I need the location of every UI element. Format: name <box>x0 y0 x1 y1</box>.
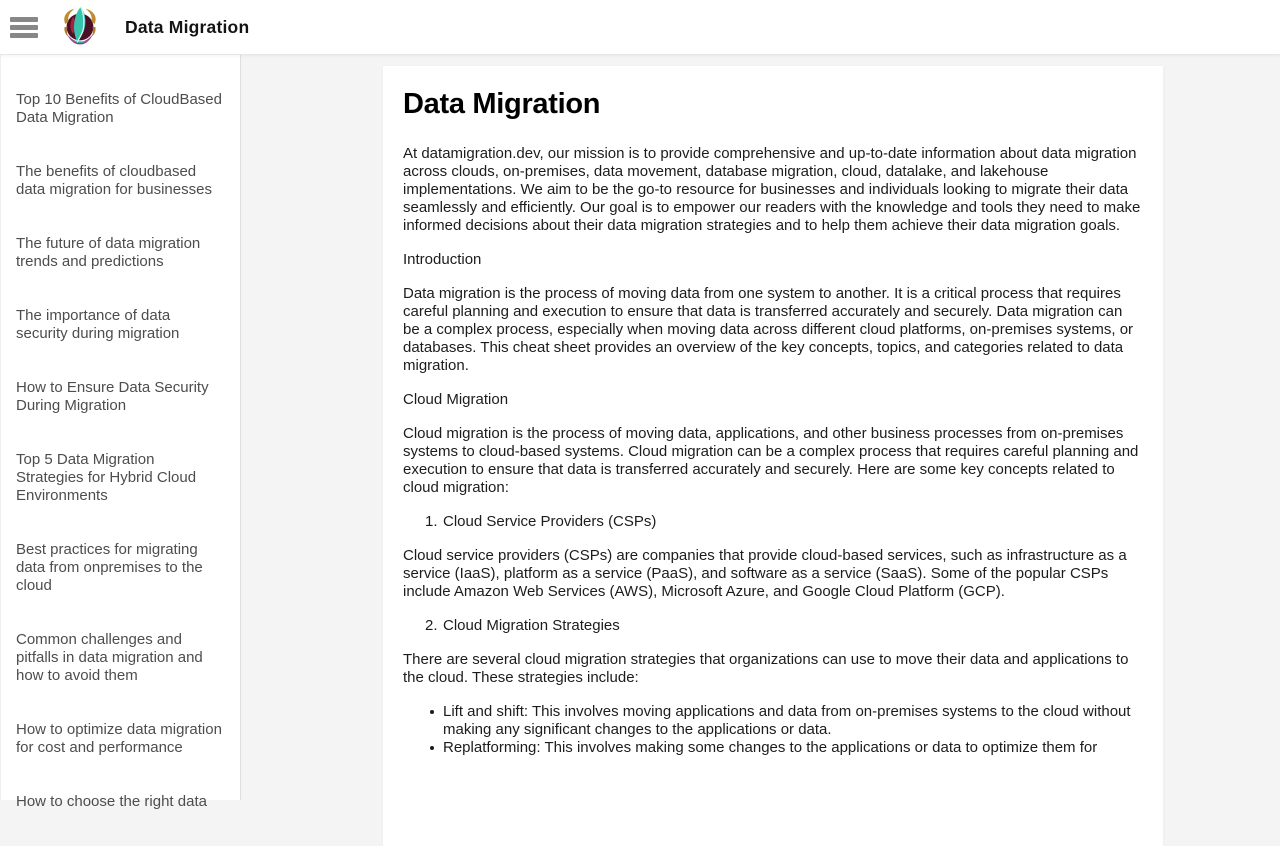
article-paragraph: There are several cloud migration strategies that organizations can use to move their data and applications to the cloud. These strategies include: <box>403 651 1129 686</box>
sidebar <box>0 54 241 810</box>
sidebar-item-future-trends[interactable]: The future of data migration trends and predictions <box>16 235 201 270</box>
sidebar-item-ensure-security[interactable]: How to Ensure Data Security During Migration <box>16 379 209 414</box>
article-card <box>383 66 1163 846</box>
sidebar-item-common-challenges[interactable]: Common challenges and pitfalls in data migration and how to avoid them <box>16 631 203 684</box>
app-header <box>0 0 1280 54</box>
sidebar-item-top-5-strategies[interactable]: Top 5 Data Migration Strategies for Hybrid Cloud Environments <box>16 451 197 504</box>
list-number: 2. <box>425 617 438 634</box>
list-number: 1. <box>425 513 438 530</box>
article-paragraph: Cloud service providers (CSPs) are companies that provide cloud-based services, such as infrastructure as a service (IaaS), platform as a service (PaaS), and software as a service (SaaS). Some of the popular CSPs include Amazon Web Services (AWS), Microsoft Azure, and Google Cloud Platform (GCP). <box>403 547 1127 600</box>
hamburger-icon <box>10 17 38 22</box>
article-paragraph: Cloud migration is the process of moving data, applications, and other business processes from on-premises systems to cloud-based systems. Cloud migration can be a complex process that requires careful planning and execution to ensure that data is transferred accurately and securely. Here are some key concepts related to cloud migration: <box>403 425 1139 496</box>
section-heading-cloud-migration: Cloud Migration <box>403 391 509 408</box>
hamburger-icon <box>10 33 38 38</box>
sidebar-item-optimize-cost-performance[interactable]: How to optimize data migration for cost and performance <box>16 721 222 756</box>
numbered-list-item <box>403 617 1143 635</box>
site-logo[interactable] <box>57 3 103 51</box>
app-title: Data Migration <box>125 16 250 37</box>
sidebar-item-benefits-for-businesses[interactable]: The benefits of cloudbased data migration for businesses <box>16 163 212 198</box>
menu-button[interactable] <box>10 17 38 38</box>
article-paragraph: Data migration is the process of moving data from one system to another. It is a critical process that requires careful planning and execution to ensure that data is transferred accurately and securely. Data migration can be a complex process, especially when moving data across different cloud platforms, on-premises systems, or databases. This cheat sheet provides an overview of the key concepts, topics, and categories related to data migration. <box>403 285 1134 374</box>
hamburger-icon <box>10 25 38 30</box>
numbered-list-item <box>403 513 1143 531</box>
page-title: Data Migration <box>403 88 601 120</box>
bullet-list <box>403 703 1143 757</box>
sidebar-item-top-10-benefits[interactable]: Top 10 Benefits of CloudBased Data Migration <box>16 91 222 126</box>
list-item-text: Cloud Migration Strategies <box>443 617 620 634</box>
section-heading-introduction: Introduction <box>403 251 482 268</box>
bullet-list-item: Lift and shift: This involves moving applications and data from on-premises systems to the cloud without making any significant changes to the applications or data. <box>403 703 1143 739</box>
feather-emblem-icon <box>57 3 103 51</box>
sidebar-item-importance-of-security[interactable]: The importance of data security during migration <box>16 307 180 342</box>
sidebar-item-best-practices[interactable]: Best practices for migrating data from onpremises to the cloud <box>16 541 203 594</box>
article-paragraph: At datamigration.dev, our mission is to provide comprehensive and up-to-date information about data migration across clouds, on-premises, data movement, database migration, cloud, datalake, and lakehouse implementations. We aim to be the go-to resource for businesses and individuals looking to migrate their data seamlessly and efficiently. Our goal is to empower our readers with the knowledge and tools they need to make informed decisions about their data migration strategies and to help them achieve their data migration goals. <box>403 145 1141 234</box>
list-item-text: Cloud Service Providers (CSPs) <box>443 513 657 530</box>
sidebar-item-choose-right-data[interactable]: How to choose the right data <box>16 793 207 810</box>
bullet-list-item: Replatforming: This involves making some changes to the applications or data to optimize them for <box>403 739 1143 757</box>
